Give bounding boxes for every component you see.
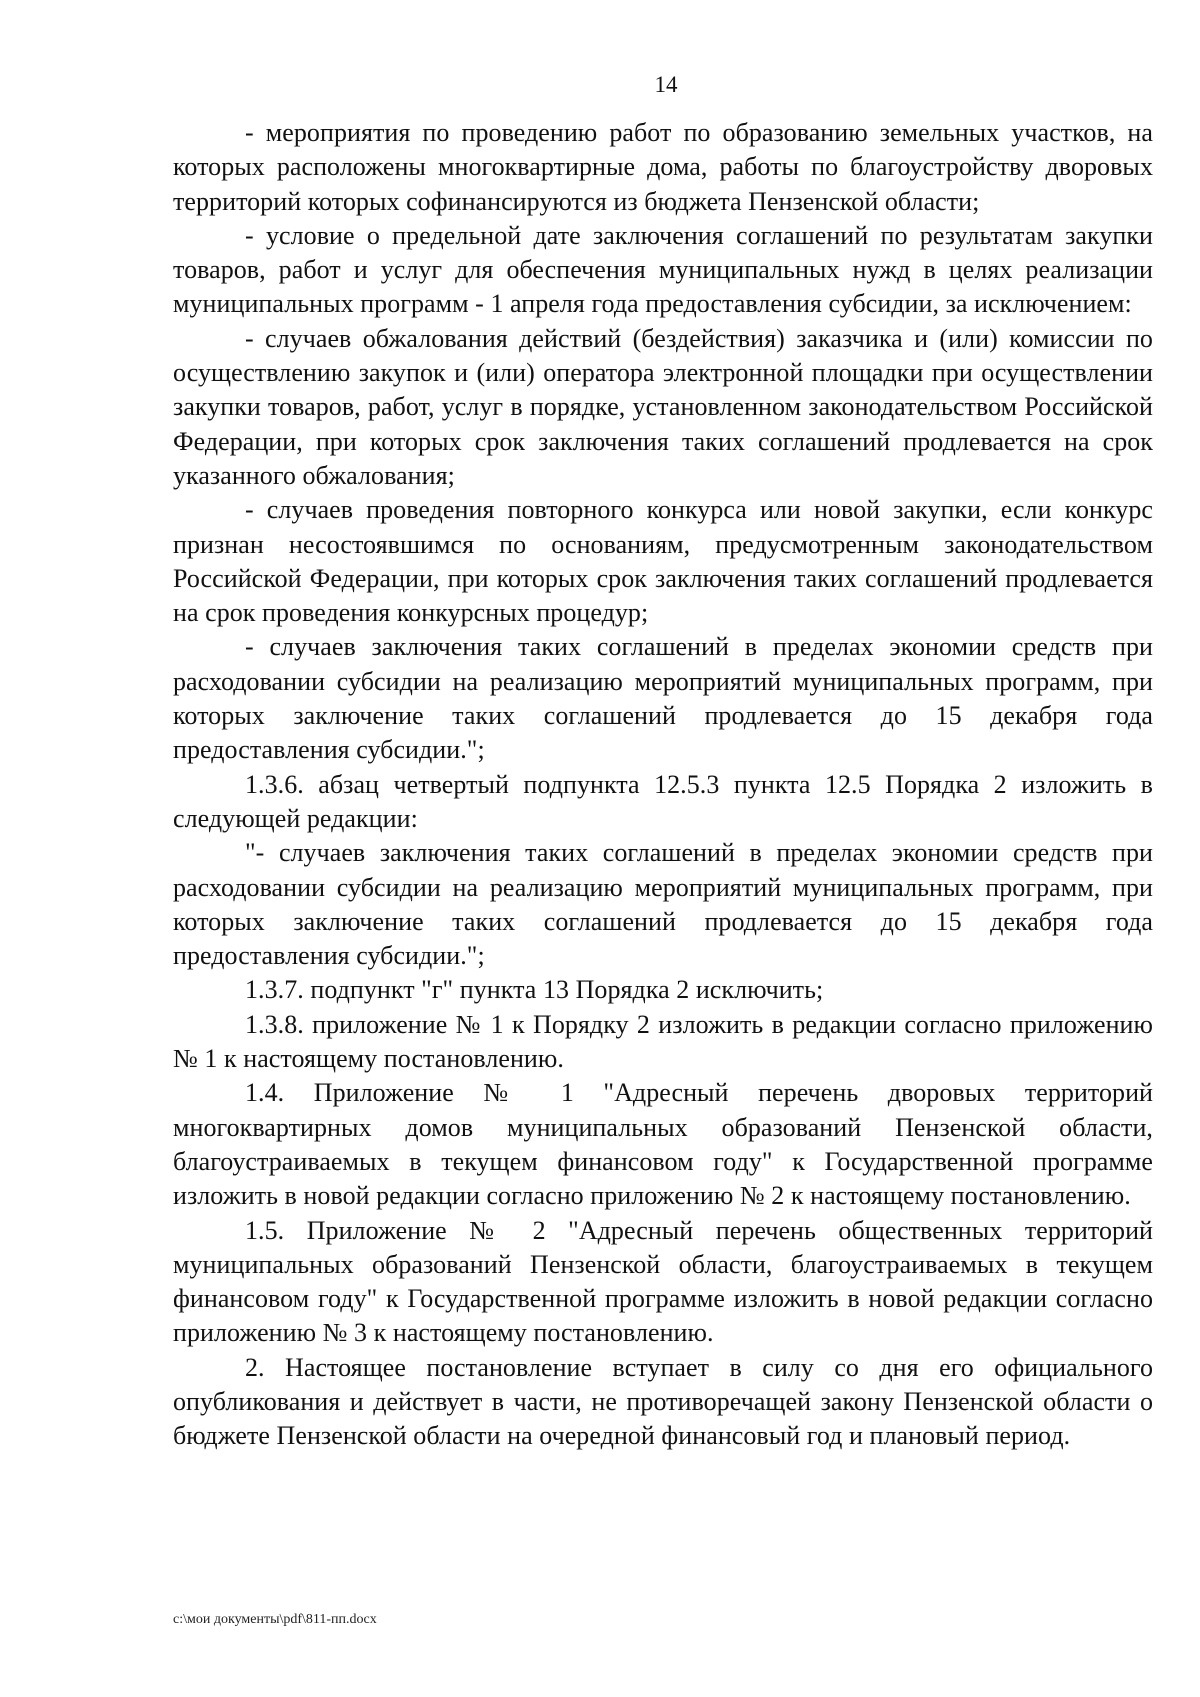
paragraph-item-1-3-6: 1.3.6. абзац четвертый подпункта 12.5.3 пункта 12.5 Порядка 2 изложить в следующей редакции: — [173, 769, 1153, 833]
paragraph-item-1-5: 1.5. Приложение № 2 "Адресный перечень общественных территорий муниципальных образований Пензенской области, благоустраиваемых в текущем финансовом году" к Государственной программе изложить в новой редакции согласно приложению № 3 к настоящему постановлению. — [173, 1215, 1153, 1348]
paragraph-repeat-tender: - случаев проведения повторного конкурса или новой закупки, если конкурс признан несостоявшимся по основаниям, предусмотренным законодательством Российской Федерации, при которых срок заключения таких соглашений продлевается на срок проведения конкурсных процедур; — [173, 495, 1153, 628]
paragraph-savings-cases: - случаев заключения таких соглашений в пределах экономии средств при расходовании субсидии на реализацию мероприятий муниципальных программ, при которых заключение таких соглашений продлевается до 15 декабря года предоставления субсидии."; — [173, 632, 1153, 765]
paragraph-item-1-3-7: 1.3.7. подпункт "г" пункта 13 Порядка 2 исключить; — [245, 975, 824, 1005]
paragraph-item-2: 2. Настоящее постановление вступает в силу со дня его официального опубликования и действует в части, не противоречащей закону Пензенской области о бюджете Пензенской области на очередной финансовый год и плановый период. — [173, 1352, 1153, 1451]
page-number: 14 — [654, 72, 678, 97]
paragraph-quoted-amendment: "- случаев заключения таких соглашений в пределах экономии средств при расходовании субсидии на реализацию мероприятий муниципальных программ, при которых заключение таких соглашений продлевается до 15 декабря года предоставления субсидии."; — [173, 838, 1153, 971]
paragraph-item-1-3-8: 1.3.8. приложение № 1 к Порядку 2 изложить в редакции согласно приложению № 1 к настоящему постановлению. — [173, 1009, 1153, 1074]
document-body — [173, 116, 1153, 1454]
footer-file-path: c:\мои документы\pdf\811-пп.docx — [173, 1612, 377, 1627]
paragraph-contract-deadline: - условие о предельной дате заключения соглашений по результатам закупки товаров, работ и услуг для обеспечения муниципальных нужд в целях реализации муниципальных программ - 1 апреля года предоставления субсидии, за исключением: — [173, 220, 1153, 319]
paragraph-appeal-cases: - случаев обжалования действий (бездействия) заказчика и (или) комиссии по осуществлению закупок и (или) оператора электронной площадки при осуществлении закупки товаров, работ, услуг в порядке, установленном законодательством Российской Федерации, при которых срок заключения таких соглашений продлевается на срок указанного обжалования; — [173, 323, 1153, 490]
paragraph-item-1-4: 1.4. Приложение № 1 "Адресный перечень дворовых территорий многоквартирных домов муниципальных образований Пензенской области, благоустраиваемых в текущем финансовом году" к Государственной программе изложить в новой редакции согласно приложению № 2 к настоящему постановлению. — [173, 1078, 1153, 1211]
paragraph-land-plots: - мероприятия по проведению работ по образованию земельных участков, на которых расположены многоквартирные дома, работы по благоустройству дворовых территорий которых софинансируются из бюджета Пензенской области; — [173, 118, 1153, 216]
